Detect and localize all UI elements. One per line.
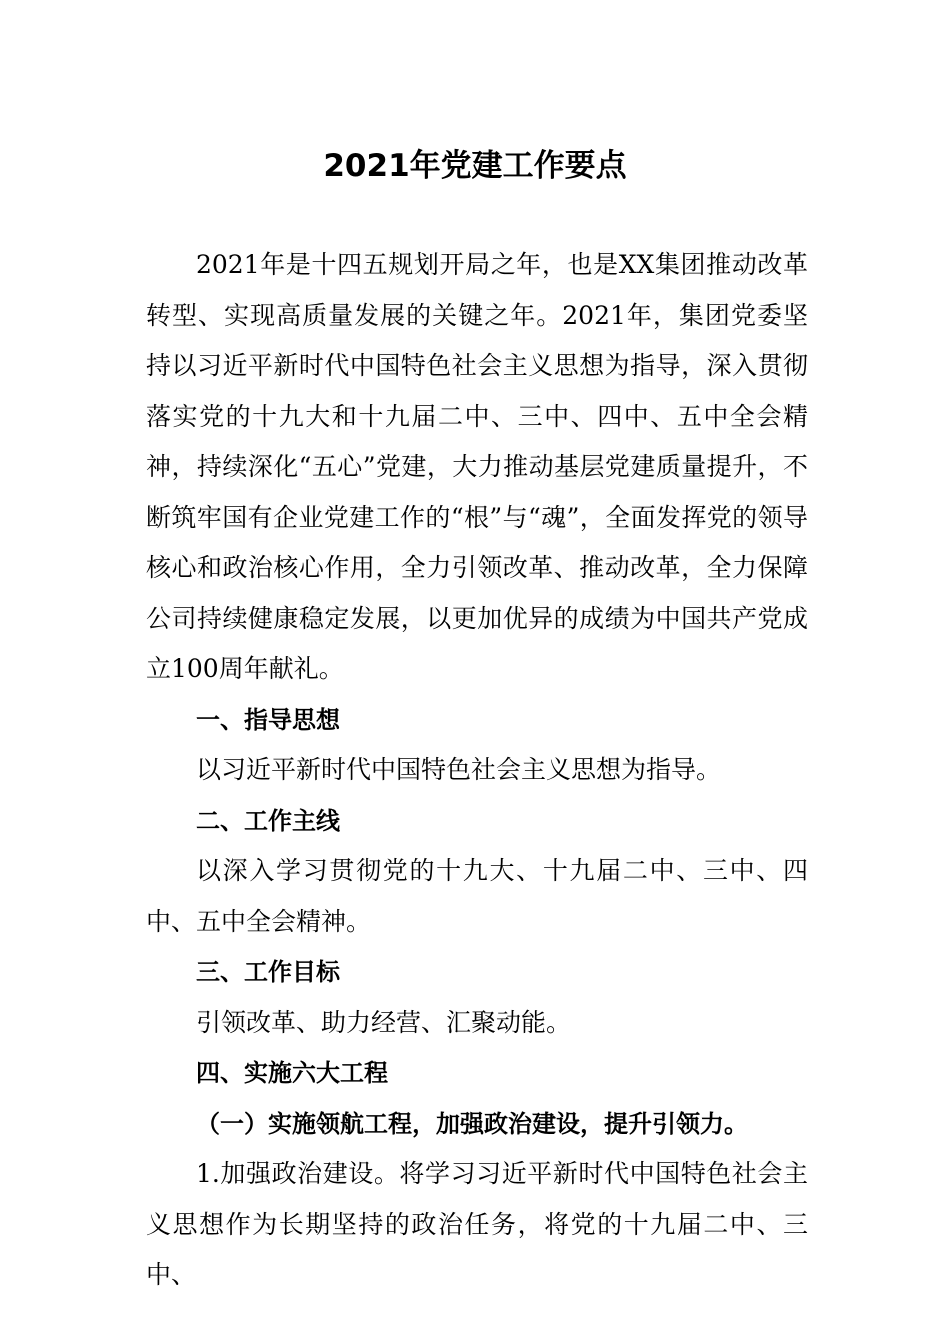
document-title: 2021年党建工作要点 [323, 148, 627, 184]
section-heading-work-mainline: 二、工作主线 [196, 806, 340, 835]
intro-paragraph: 2021年是十四五规划开局之年，也是XX集团推动改革转型、实现高质量发展的关键之年。2021年，集团党委坚持以习近平新时代中国特色社会主义思想为指导，深入贯彻落实党的十九大和十九届二中、三中、四中、五中全会精神，持续深化“五心”党建，大力推动基层党建质量提升，不断筑牢国有企业党建工作的“根”与“魂”，全面发挥党的领导核心和政治核心作用，全力引领改革、推动改革，全力保障公司持续健康稳定发展，以更加优异的成绩为中国共产党成立100周年献礼。 [146, 250, 808, 683]
section-text-guiding-ideology: 以习近平新时代中国特色社会主义思想为指导。 [196, 755, 722, 784]
section-heading-work-goals: 三、工作目标 [196, 958, 340, 986]
section-heading-six-projects: 四、实施六大工程 [196, 1059, 388, 1087]
subsection-heading-navigation-project: （一）实施领航工程，加强政治建设，提升引领力。 [196, 1109, 748, 1138]
section-text-work-mainline: 以深入学习贯彻党的十九大、十九届二中、三中、四中、五中全会精神。 [146, 856, 808, 936]
section-heading-guiding-ideology: 一、指导思想 [196, 705, 340, 734]
document-body [146, 240, 808, 1301]
item-text-political-construction: 1.加强政治建设。将学习习近平新时代中国特色社会主义思想作为长期坚持的政治任务，将党的十九届二中、三中、 [146, 1159, 808, 1289]
section-text-work-goals: 引领改革、助力经营、汇聚动能。 [196, 1007, 572, 1037]
